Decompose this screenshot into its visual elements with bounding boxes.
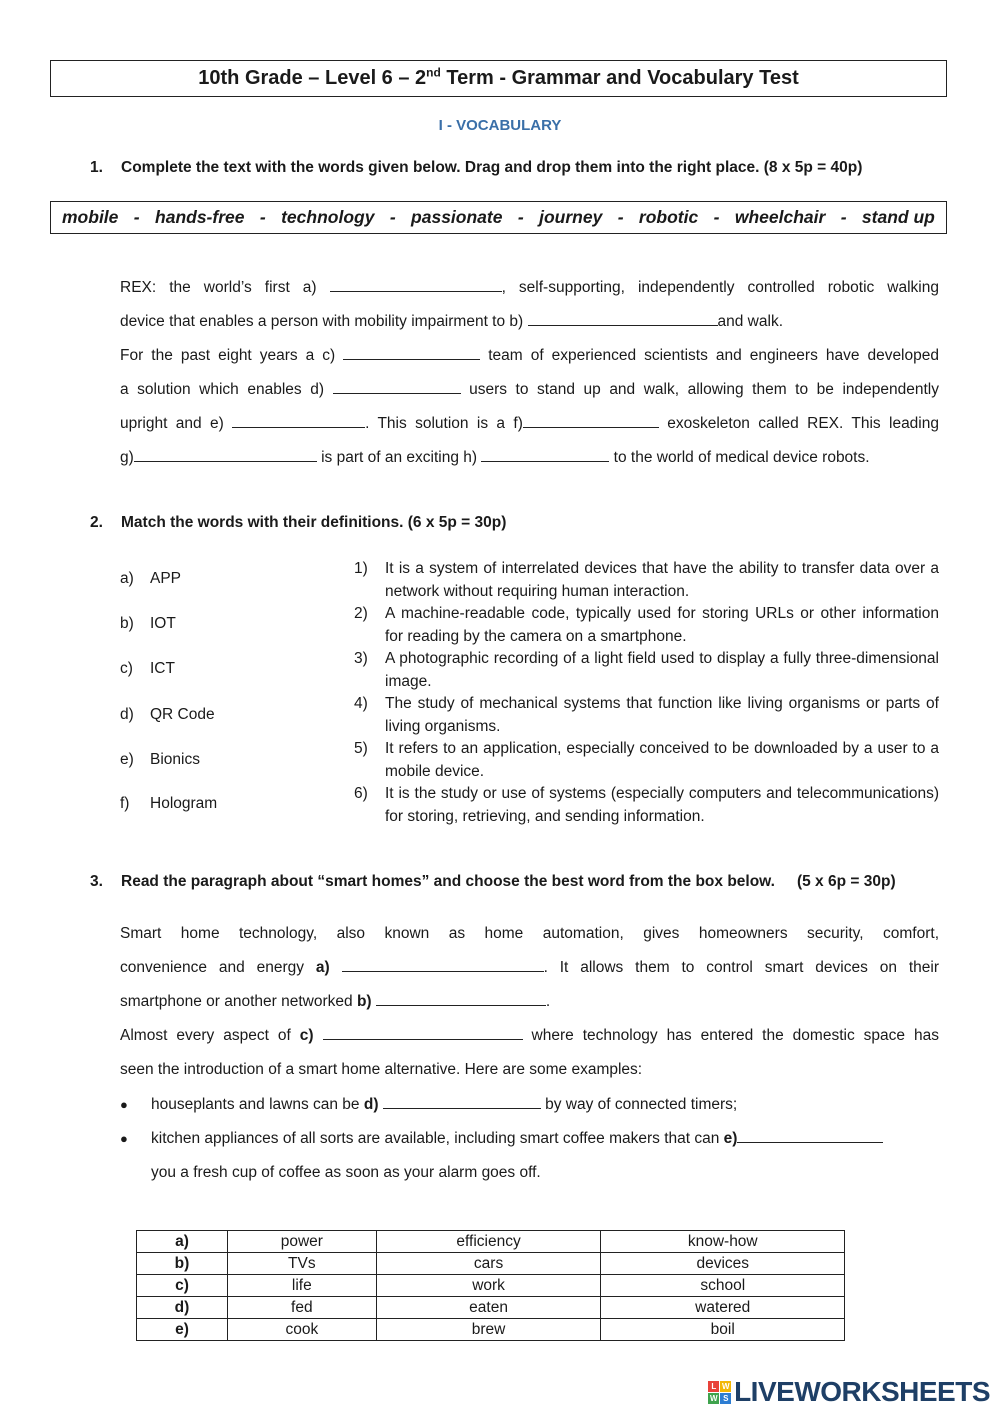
choice-option[interactable]: cook (228, 1319, 377, 1341)
line-text: . (545, 993, 551, 1010)
definition-text: It refers to an application, especially conceived to be downloaded by a user to a mobile device. (385, 740, 939, 780)
word-bank-item[interactable]: wheelchair (734, 207, 826, 227)
choice-option[interactable]: cars (376, 1253, 601, 1275)
line-text: REX: the world’s first a) (120, 279, 330, 296)
match-word-text: IOT (150, 615, 176, 632)
blank-a[interactable] (330, 277, 502, 292)
choices-row-label: c) (137, 1275, 228, 1297)
line-text: Almost every aspect of (120, 1027, 300, 1044)
logo-mark-letter: W (710, 1393, 718, 1403)
definition-number: 2) (354, 605, 368, 622)
line-text: device that enables a person with mobility impairment to b) (120, 313, 528, 330)
match-word-d[interactable] (120, 706, 215, 724)
choices-row-label: b) (137, 1253, 228, 1275)
match-word-text: Bionics (150, 751, 200, 768)
paragraph-line (120, 373, 939, 407)
blank-a[interactable] (342, 957, 544, 972)
choices-row-label: d) (137, 1297, 228, 1319)
word-bank-separator: - (389, 207, 396, 227)
match-word-c[interactable] (120, 660, 175, 678)
bullet-item (120, 1122, 939, 1156)
word-bank-separator: - (840, 207, 847, 227)
word-bank-item[interactable]: stand up (861, 207, 935, 227)
question-points: (5 x 6p = 30p) (796, 873, 896, 890)
choice-option[interactable]: know-how (601, 1231, 845, 1253)
definition-number: 4) (354, 695, 368, 712)
paragraph-line (120, 441, 939, 475)
line-text: is part of an exciting h) (316, 449, 482, 466)
line-text: , self-supporting, independently controlled robotic walking (501, 279, 939, 296)
line-text: to the world of medical device robots. (609, 449, 870, 466)
word-bank-item[interactable]: hands-free (155, 207, 245, 227)
paragraph-line (120, 917, 939, 951)
choices-row-label: a) (137, 1231, 228, 1253)
question-3-heading (90, 873, 950, 891)
choice-option[interactable]: life (228, 1275, 377, 1297)
liveworksheets-logo (708, 1376, 990, 1408)
bullet-icon: ● (120, 1131, 128, 1146)
definition-number: 1) (354, 560, 368, 577)
logo-mark-letter: S (720, 1393, 731, 1404)
question-text: Read the paragraph about “smart homes” and choose the best word from the box below. (121, 873, 775, 890)
logo-mark-letter: W (722, 1381, 730, 1391)
choice-option[interactable]: watered (601, 1297, 845, 1319)
choices-row (137, 1231, 845, 1253)
definition-number: 3) (354, 650, 368, 667)
definition-text: It is a system of interrelated devices that have the ability to transfer data over a network without requiring human interaction. (385, 560, 939, 600)
word-bank-item[interactable]: journey (539, 207, 603, 227)
definitions-list (354, 558, 939, 828)
definition-item[interactable] (354, 603, 939, 648)
paragraph-line (120, 271, 939, 305)
paragraph-line (120, 951, 939, 985)
word-bank-item[interactable]: technology (281, 207, 375, 227)
blank-key: e) (723, 1130, 738, 1147)
choices-row-label: e) (137, 1319, 228, 1341)
definition-text: The study of mechanical systems that function like living organisms or parts of living organisms. (385, 695, 939, 735)
blank-e[interactable] (737, 1128, 883, 1143)
section-title: I - VOCABULARY (438, 117, 562, 134)
definition-item[interactable] (354, 738, 939, 783)
word-bank-item[interactable]: passionate (411, 207, 503, 227)
match-word-text: ICT (150, 660, 175, 677)
line-text: g) (120, 449, 134, 466)
smart-home-paragraph (120, 917, 939, 1087)
line-text: . It allows them to control smart devices on their (543, 959, 939, 976)
match-letter: f) (120, 795, 130, 812)
match-letter: a) (120, 570, 134, 587)
bullet-item (120, 1088, 939, 1122)
question-text: Complete the text with the words given below. Drag and drop them into the right place. (8 x 5p = 40p) (121, 159, 863, 176)
question-2-heading (90, 514, 950, 532)
line-text: exoskeleton called REX. This leading (658, 415, 939, 432)
choices-row (137, 1275, 845, 1297)
question-text: Match the words with their definitions. (6 x 5p = 30p) (121, 514, 507, 531)
choice-option[interactable]: school (601, 1275, 845, 1297)
word-bank-separator: - (617, 207, 624, 227)
definition-item[interactable] (354, 648, 939, 693)
blank-c[interactable] (343, 345, 480, 360)
logo-text: LIVEWORKSHEETS (734, 1376, 990, 1407)
paragraph-line (120, 407, 939, 441)
line-text: team of experienced scientists and engineers have developed (480, 347, 939, 364)
choices-table (136, 1230, 845, 1341)
question-number: 2. (90, 514, 103, 531)
paragraph-line (120, 985, 939, 1019)
choice-option[interactable]: fed (228, 1297, 377, 1319)
blank-d[interactable] (383, 1094, 541, 1109)
match-letter: d) (120, 706, 134, 723)
match-word-e[interactable] (120, 751, 200, 769)
choices-row (137, 1319, 845, 1341)
line-text: by way of connected timers; (540, 1096, 738, 1113)
match-word-a[interactable] (120, 570, 181, 588)
line-text: and walk. (717, 313, 783, 330)
match-word-text: Hologram (150, 795, 218, 812)
word-bank (50, 201, 947, 234)
bullet-icon: ● (120, 1097, 128, 1112)
definition-item[interactable] (354, 693, 939, 738)
rex-paragraph (120, 271, 939, 475)
line-text: users to stand up and walk, allowing them to be independently (460, 381, 939, 398)
paragraph-line (120, 305, 939, 339)
blank-b[interactable] (528, 311, 718, 326)
question-number: 1. (90, 159, 103, 176)
paragraph-line (120, 339, 939, 373)
title-superscript: nd (426, 65, 441, 80)
definition-text: A photographic recording of a light field used to display a fully three-dimensional image. (385, 650, 939, 690)
line-text: seen the introduction of a smart home alternative. Here are some examples: (120, 1061, 643, 1078)
line-text: smartphone or another networked (120, 993, 357, 1010)
page-title (50, 60, 947, 97)
match-word-text: APP (150, 570, 182, 587)
question-number: 3. (90, 873, 103, 890)
blank-key: d) (363, 1096, 379, 1113)
choices-row (137, 1297, 845, 1319)
word-bank-item[interactable]: mobile (62, 207, 119, 227)
logo-mark-letter: L (708, 1381, 719, 1392)
definition-number: 6) (354, 785, 368, 802)
match-word-f[interactable] (120, 795, 217, 813)
title-text-end: Term - Grammar and Vocabulary Test (440, 67, 799, 89)
line-text: upright and e) (120, 415, 233, 432)
bullet-continuation (120, 1156, 939, 1190)
line-text: kitchen appliances of all sorts are available, including smart coffee makers that can (151, 1130, 724, 1147)
line-text: you a fresh cup of coffee as soon as your alarm goes off. (151, 1164, 541, 1181)
line-text: convenience and energy (120, 959, 316, 976)
definition-text: A machine-readable code, typically used for storing URLs or other information for reading by the camera on a smartphone. (385, 605, 939, 645)
choice-option[interactable]: eaten (376, 1297, 601, 1319)
line-text: where technology has entered the domestic space has (522, 1027, 940, 1044)
title-text: 10th Grade – Level 6 – 2 (198, 67, 427, 89)
blank-c[interactable] (323, 1025, 523, 1040)
definition-text: It is the study or use of systems (especially computers and telecommunications) for storing, retrieving, and sending information. (385, 785, 939, 825)
choice-option[interactable]: power (228, 1231, 377, 1253)
match-letter: b) (120, 615, 134, 632)
bullet-list (120, 1088, 939, 1190)
blank-key: c) (299, 1027, 314, 1044)
choice-option[interactable]: brew (376, 1319, 601, 1341)
blank-g[interactable] (134, 447, 317, 462)
blank-e[interactable] (232, 413, 365, 428)
paragraph-line (120, 1053, 939, 1087)
paragraph-line (120, 1019, 939, 1053)
word-bank-separator: - (133, 207, 140, 227)
blank-key: a) (315, 959, 330, 976)
definition-number: 5) (354, 740, 368, 757)
choice-option[interactable]: efficiency (376, 1231, 601, 1253)
blank-f[interactable] (523, 413, 659, 428)
line-text: houseplants and lawns can be (151, 1096, 364, 1113)
blank-b[interactable] (376, 991, 546, 1006)
word-bank-separator: - (259, 207, 266, 227)
match-word-b[interactable] (120, 615, 176, 633)
blank-d[interactable] (333, 379, 461, 394)
word-bank-separator: - (713, 207, 720, 227)
line-text: a solution which enables d) (120, 381, 333, 398)
line-text: Smart home technology, also known as home automation, gives homeowners security, comfort, (120, 925, 939, 942)
choice-option[interactable]: devices (601, 1253, 845, 1275)
match-letter: e) (120, 751, 134, 768)
choice-option[interactable]: TVs (228, 1253, 377, 1275)
definition-item[interactable] (354, 783, 939, 828)
word-bank-item[interactable]: robotic (638, 207, 699, 227)
line-text: For the past eight years a c) (120, 347, 344, 364)
definition-item[interactable] (354, 558, 939, 603)
choice-option[interactable]: boil (601, 1319, 845, 1341)
match-word-text: QR Code (150, 706, 215, 723)
word-bank-separator: - (517, 207, 524, 227)
blank-key: b) (356, 993, 372, 1010)
choices-row (137, 1253, 845, 1275)
question-1-heading (90, 159, 950, 177)
line-text: . This solution is a f) (365, 415, 523, 432)
blank-h[interactable] (481, 447, 609, 462)
choice-option[interactable]: work (376, 1275, 601, 1297)
match-letter: c) (120, 660, 133, 677)
logo-mark-icon (708, 1381, 731, 1404)
